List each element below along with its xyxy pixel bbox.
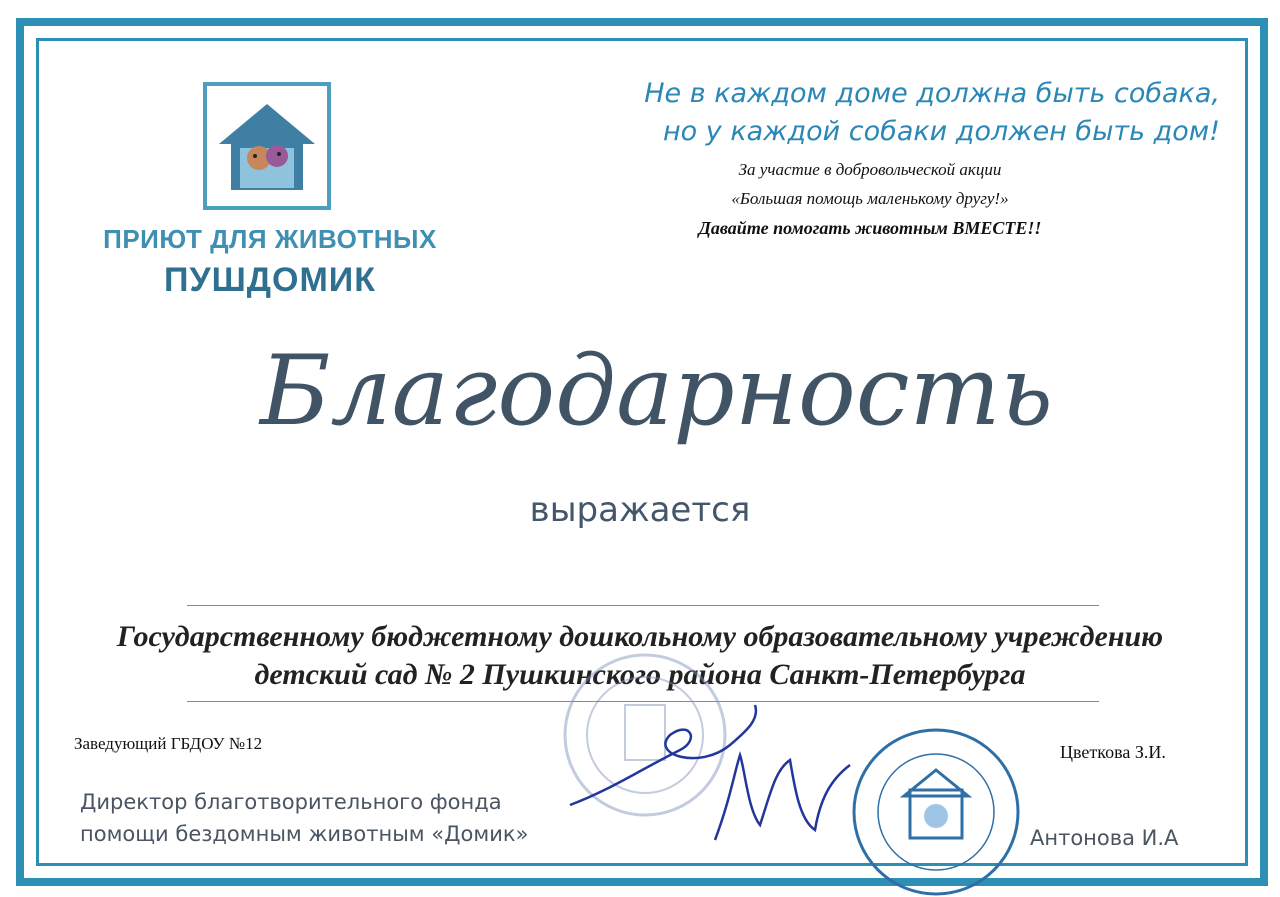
logo-line-1: ПРИЮТ ДЛЯ ЖИВОТНЫХ xyxy=(103,224,437,254)
certificate-subtitle: выражается xyxy=(529,490,751,530)
action-line-1: За участие в добровольческой акции xyxy=(738,160,1002,179)
logo-line-2: ПУШДОМИК xyxy=(164,261,376,299)
action-line-3: Давайте помогать животным ВМЕСТЕ!! xyxy=(698,218,1042,238)
kindergarten-head-name: Цветкова З.И. xyxy=(1060,742,1166,762)
shelter-logo xyxy=(203,82,331,210)
house-icon xyxy=(207,86,327,206)
director-name: Антонова И.А xyxy=(1030,826,1179,850)
top-rule xyxy=(187,605,1099,606)
certificate-title: Благодарность xyxy=(260,335,1053,447)
bottom-rule xyxy=(187,701,1099,702)
action-line-2: «Большая помощь маленькому другу!» xyxy=(731,189,1009,208)
slogan-line-2: но у каждой собаки должен быть дом! xyxy=(663,116,1220,147)
recipient-line-1: Государственному бюджетному дошкольному образовательному учреждению xyxy=(116,620,1164,653)
kindergarten-head-label: Заведующий ГБДОУ №12 xyxy=(74,734,263,753)
director-title-line-1: Директор благотворительного фонда xyxy=(80,790,502,814)
slogan-line-1: Не в каждом доме должна быть собака, xyxy=(644,78,1220,109)
recipient-line-2: детский сад № 2 Пушкинского района Санкт-Петербурга xyxy=(254,658,1026,691)
director-title-line-2: помощи бездомным животным «Домик» xyxy=(80,822,529,846)
